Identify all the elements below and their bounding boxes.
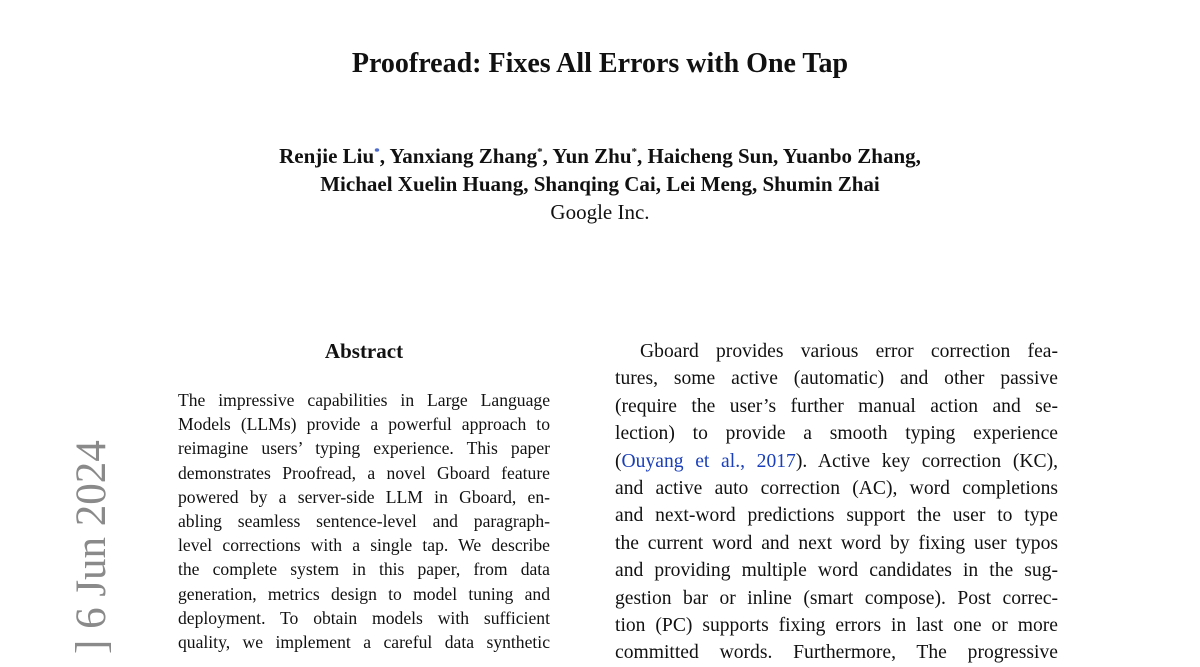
intro-line: tures, some active (automatic) and other passive (615, 368, 1058, 390)
intro-line: committed words. Furthermore, The progressive (615, 642, 1058, 664)
abstract-line: powered by a server-side LLM in Gboard, en- (178, 486, 550, 507)
author-line-2: Michael Xuelin Huang, Shanqing Cai, Lei Meng, Shumin Zhai (320, 172, 880, 196)
intro-line: and providing multiple word candidates in the sug- (615, 560, 1058, 582)
citation-link[interactable]: Ouyang et al., 2017 (621, 450, 796, 472)
intro-paragraph (615, 338, 1058, 667)
arxiv-stamp (26, 432, 115, 662)
author-mark[interactable]: * (374, 146, 380, 158)
abstract-line: quality, we implement a careful data synthetic (178, 632, 550, 653)
intro-line: the current word and next word by fixing user typos (615, 532, 1058, 554)
abstract-line: reimagine users’ typing experience. This paper (178, 438, 550, 459)
author-name: Yuanbo Zhang (782, 144, 916, 168)
intro-line: lection) to provide a smooth typing experience (615, 423, 1058, 445)
abstract-body (178, 388, 550, 654)
abstract-line: generation, metrics design to model tuning and (178, 583, 550, 604)
intro-line: and next-word predictions support the user to type (615, 505, 1058, 527)
intro-line: (require the user’s further manual action and se- (615, 395, 1058, 417)
intro-line: (Ouyang et al., 2017). Active key correction (KC), (615, 450, 1058, 472)
author-name: Yanxiang Zhang (389, 144, 538, 168)
arxiv-stamp-text: ] 6 Jun 2024 (68, 440, 115, 654)
intro-line: tion (PC) supports fixing errors in last one or more (615, 615, 1058, 637)
paper-title: Proofread: Fixes All Errors with One Tap (351, 48, 849, 79)
author-line-1: Renjie Liu*, Yanxiang Zhang*, Yun Zhu*, Haicheng Sun, Yuanbo Zhang, (279, 144, 921, 168)
author-mark: * (537, 146, 543, 158)
intro-line: Gboard provides various error correction fea- (640, 341, 1058, 362)
intro-line: gestion bar or inline (smart compose). Post correc- (615, 587, 1058, 609)
author-name: Haicheng Sun (647, 144, 774, 168)
abstract-line: abling seamless sentence-level and paragraph- (178, 511, 550, 532)
author-name: Yun Zhu (552, 144, 632, 168)
affiliation: Google Inc. (550, 200, 650, 224)
abstract-line: The impressive capabilities in Large Language (178, 390, 550, 410)
author-mark: * (631, 146, 638, 158)
abstract-heading: Abstract (324, 339, 404, 363)
abstract-line: deployment. To obtain models with sufficient (178, 607, 550, 628)
abstract-line: Models (LLMs) provide a powerful approach to (178, 414, 550, 435)
abstract-line: demonstrates Proofread, a novel Gboard feature (178, 462, 550, 483)
abstract-line: level corrections with a single tap. We describe (178, 535, 550, 556)
author-name: Renjie Liu (279, 144, 375, 168)
intro-line: and active auto correction (AC), word completions (615, 478, 1058, 500)
author-list (0, 142, 1200, 198)
abstract-line: the complete system in this paper, from data (178, 559, 550, 580)
